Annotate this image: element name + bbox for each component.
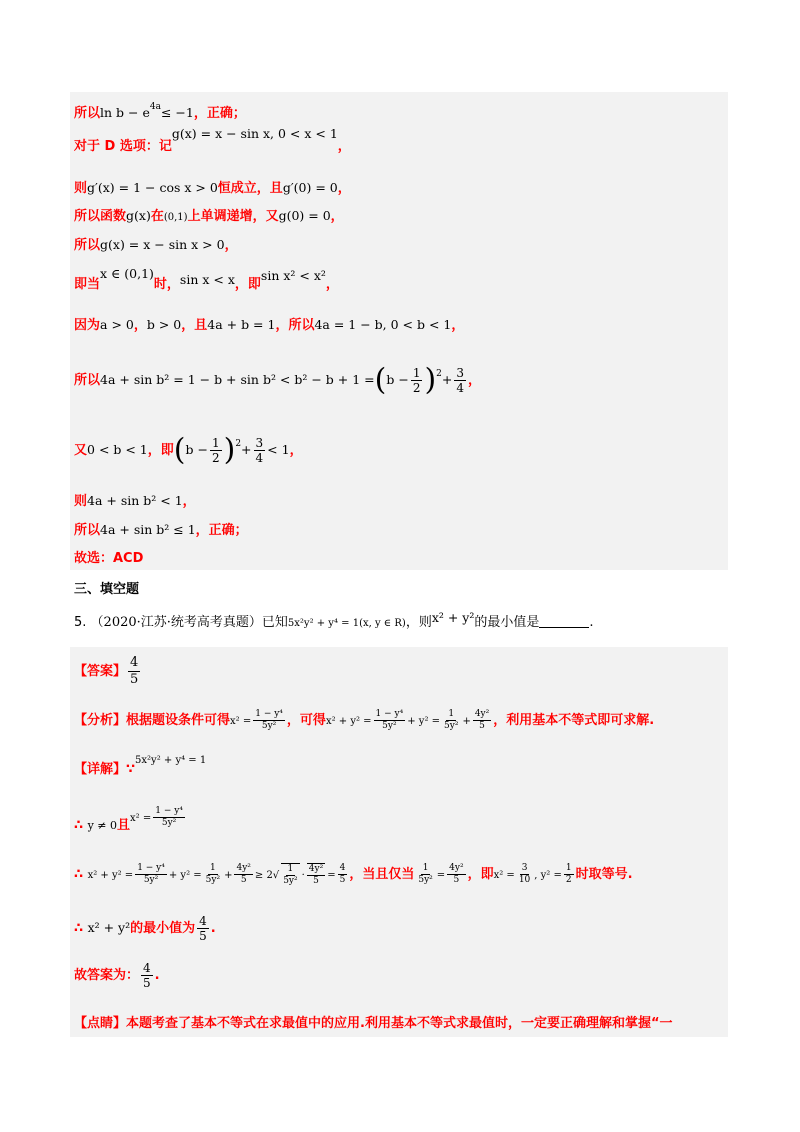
text: 【点睛】本题考查了基本不等式在求最值中的应用.利用基本不等式求最值时，一定要正确理解和掌握“一 [74,1016,673,1031]
denominator: 5 [479,721,485,731]
math: x² + y² [87,920,131,935]
line-9 [74,422,303,473]
math: 4a = 1 − b, 0 < b < 1 [314,317,452,332]
numerator: 4y² [449,863,464,873]
math: = [436,870,446,881]
numerator: 4y² [474,709,490,719]
math: g(x) = x − sin x > 0 [100,237,225,252]
line-1 [74,97,246,124]
math: g′(x) = 1 − cos x > 0 [87,180,218,195]
denominator: 5 [339,875,346,885]
text: ， [330,209,344,224]
denominator: 5y² [418,875,433,885]
detail-line [74,755,207,781]
denominator: 5 [143,976,151,990]
denominator: 5y² [283,875,298,886]
text: ，且 [181,318,208,333]
paren-open: ( [173,432,186,468]
numerator: 1 − y⁴ [155,806,183,816]
paren-open: ( [374,362,387,398]
math: 5x²y² + y⁴ = 1(x, y ∈ R) [287,618,406,629]
text: . [154,968,160,983]
fraction [307,863,325,887]
fraction [210,436,222,465]
text: ， [337,139,351,154]
numerator: 4 [339,863,346,873]
text: 故选：ACD [74,551,144,566]
math: sin x² < x² [260,268,326,283]
math: x² = [130,813,152,824]
math: · [301,870,305,881]
numerator: 1 [448,709,455,719]
denominator: 5 [240,875,247,885]
text: ∴ [74,867,84,882]
math: = [327,870,336,881]
math: x² + y² = [87,870,134,881]
paren-close: ) [424,362,437,398]
line-11 [74,520,248,541]
fraction [128,655,140,688]
text: 上单调递增，又 [187,209,279,224]
fraction [204,863,222,886]
text: ∴ [74,818,84,833]
math: + [241,442,252,457]
fraction [447,863,465,886]
line-2 [74,126,351,157]
question-text: （2020·江苏·统考高考真题）已知 [90,615,288,630]
line-4 [74,206,344,228]
text: ， [182,494,196,509]
denominator: 5 [130,672,139,687]
math: x² + y² [431,610,475,625]
text: 恒成立，且 [217,181,283,196]
question-text: . [589,615,594,630]
numerator: 3 [456,366,465,380]
math-sup: 4a [149,102,161,112]
text: 对于 D 选项：记 [74,139,172,154]
answer-blank [539,615,589,628]
denominator: 5y² [161,818,177,828]
fraction [234,863,252,886]
math: 4a + sin b² = 1 − b + sin b² < b² − b + 1 = [100,372,375,387]
math: , y² = [534,870,562,881]
denominator: 5y² [382,721,397,731]
fraction [135,863,167,886]
text: 即当 [74,277,101,292]
numerator: 4 [130,655,139,670]
numerator: 3 [521,863,528,873]
numerator: 1 − y⁴ [255,709,283,719]
denominator: 5 [453,875,460,885]
analysis-line [74,703,654,740]
math: + [462,716,471,727]
line-3 [74,178,351,199]
text: ， [289,443,303,458]
numerator: 1 [412,366,421,380]
answer-label: 【答案】 [74,664,127,679]
text: ，当且仅当 [349,867,415,882]
section-heading: 三、填空题 [74,582,140,597]
text: 则 [74,181,88,196]
fraction [141,961,153,990]
line-7 [74,315,464,336]
step-4 [74,958,160,994]
math: g(x) [126,208,151,223]
step-1 [74,808,187,845]
numerator: 4 [199,914,207,928]
line-12 [74,549,143,569]
fraction [374,709,406,732]
numerator: 4y² [236,863,251,873]
math: ≥ 2√ [254,870,280,881]
text: ，即 [467,867,494,882]
math: 4a + sin b² < 1 [87,493,183,508]
denominator: 4 [255,451,264,465]
text: 所以 [74,106,101,121]
step-5 [74,1014,672,1034]
text: ，正确； [193,106,246,121]
denominator: 5 [199,929,207,943]
text: ，即 [234,277,261,292]
exponent: 2 [436,369,442,379]
fraction [197,914,209,943]
line-5 [74,235,238,256]
numerator: 1 [287,863,294,874]
math: 5x²y² + y⁴ = 1 [135,755,207,766]
math: ln b − e [100,105,150,120]
text: ∴ [74,921,84,936]
step-2 [74,853,633,898]
numerator: 1 [565,863,572,873]
numerator: 1 − y⁴ [137,863,165,873]
text: 时取等号. [575,867,633,882]
numerator: 1 [211,436,220,450]
text: ， [133,318,147,333]
fraction [338,863,348,886]
text: 所以 [74,373,101,388]
question-number: 5. [74,615,87,630]
math: a > 0 [100,317,134,332]
math: + y² = [168,870,202,881]
fraction [564,863,574,886]
text: ，即 [147,443,174,458]
math: x ∈ (0,1) [100,266,154,281]
fraction [454,366,466,395]
denominator: 2 [412,381,421,395]
numerator: 1 [422,863,429,873]
text: ，利用基本不等式即可求解. [493,713,655,728]
math: 0 < b < 1 [87,442,148,457]
line-10 [74,491,196,512]
fraction [473,709,491,732]
denominator: 5y² [143,875,159,885]
denominator: 2 [565,875,572,885]
math: y ≠ 0 [87,819,118,832]
text: 时， [153,277,180,292]
numerator: 3 [255,436,264,450]
math: ≤ −1 [160,105,194,120]
math: x² + y² = [325,716,372,727]
fraction [411,366,423,395]
fraction [517,863,532,886]
math: 4a + b = 1 [207,317,276,332]
fraction [442,709,460,732]
math: b − [185,442,208,457]
math: b − [386,372,409,387]
fraction [416,863,434,886]
text: ， [451,318,465,333]
math: (0,1) [163,212,188,223]
text: 在 [150,209,164,224]
step-3 [74,910,216,947]
text: ， [337,181,351,196]
denominator: 5y² [444,721,459,731]
text: 的最小值为 [130,921,196,936]
text: 所以函数 [74,209,127,224]
denominator: 10 [518,875,531,885]
line-6 [74,266,339,295]
math: g(0) = 0 [278,208,331,223]
fraction [281,863,299,887]
numerator: 4y² [308,863,324,874]
text: ，可得 [286,713,326,728]
text: ，所以 [275,318,315,333]
math: g(x) = x − sin x, 0 < x < 1 [171,126,338,141]
line-8 [74,352,481,403]
text: 【详解】∵ [74,762,136,777]
text: . [210,921,216,936]
text: 故答案为： [74,968,140,983]
denominator: 5y² [261,721,277,731]
math: + [224,870,233,881]
math: + y² = [407,716,441,727]
text: ， [325,277,339,292]
denominator: 5 [313,875,319,886]
denominator: 5y² [205,875,221,885]
numerator: 1 − y⁴ [375,709,404,719]
math: x² = [230,716,252,727]
fraction [254,436,266,465]
text: 所以 [74,238,101,253]
fraction [153,806,185,829]
text: 则 [74,494,88,509]
numerator: 4 [143,961,151,975]
math: g′(0) = 0 [282,180,338,195]
fraction [253,709,285,732]
text: 因为 [74,318,101,333]
denominator: 2 [211,451,220,465]
text: ， [468,373,482,388]
math: < 1 [267,442,290,457]
math: 4a + sin b² ≤ 1 [100,522,196,537]
question-text: ，则 [405,615,432,630]
math: sin x < x [179,272,235,287]
numerator: 1 [210,863,216,873]
question-5 [74,612,594,634]
exponent: 2 [235,439,242,449]
text: 【分析】根据题设条件可得 [74,713,231,728]
denominator: 4 [456,381,465,395]
math: x² = [493,870,515,881]
math: b > 0 [146,317,182,332]
text: 又 [74,443,88,458]
paren-close: ) [223,432,236,468]
text: 且 [117,818,131,833]
text: ，正确； [195,523,248,538]
question-text: 的最小值是 [474,615,540,630]
text: 所以 [74,523,101,538]
text: ， [224,238,238,253]
math: + [441,372,453,387]
answer-line [74,654,142,690]
